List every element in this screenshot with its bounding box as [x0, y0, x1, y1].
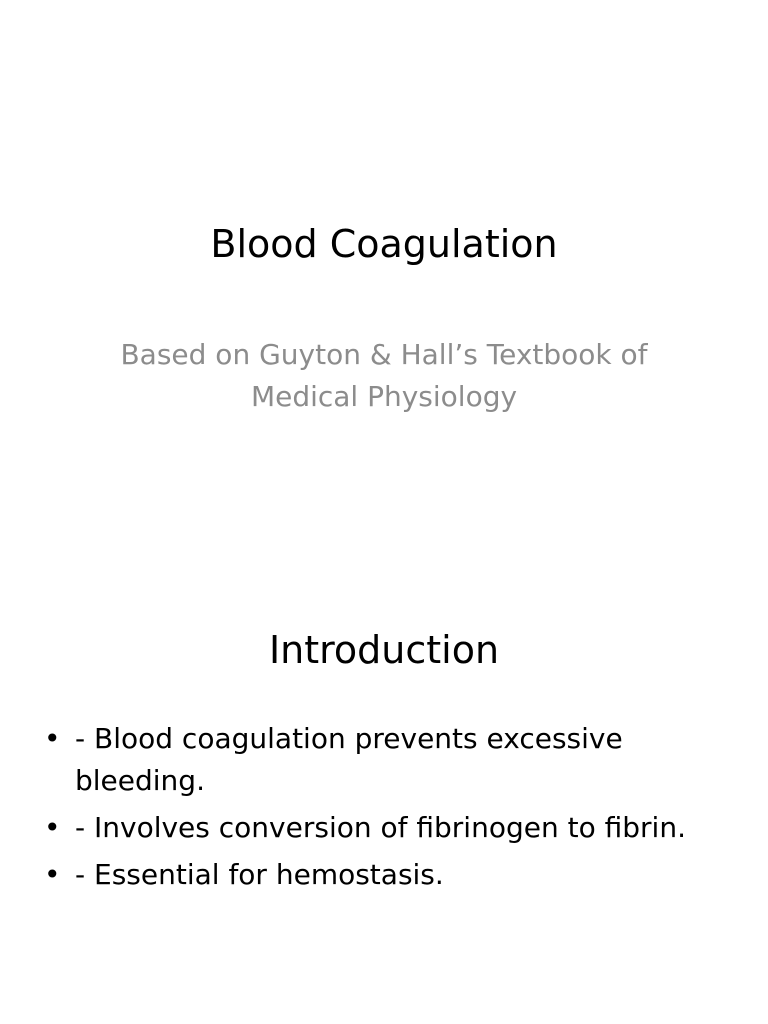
- bullet-icon: •: [44, 722, 61, 755]
- slide-subtitle: Based on Guyton & Hall’s Textbook of Medical Physiology: [120, 338, 648, 413]
- slide-title: Blood Coagulation: [210, 222, 558, 266]
- bullet-text: - Blood coagulation prevents excessive bleeding.: [75, 722, 623, 797]
- slide-title: Introduction: [268, 628, 500, 672]
- bullet-item: [0, 807, 768, 849]
- bullet-text: - Involves conversion of fibrinogen to fibrin.: [75, 811, 686, 844]
- bullet-icon: •: [44, 811, 61, 844]
- bullet-item: [0, 854, 768, 896]
- bullet-text: - Essential for hemostasis.: [75, 858, 444, 891]
- bullet-item: [0, 718, 768, 802]
- bullet-list: [0, 718, 768, 901]
- introduction-slide: [0, 512, 768, 1024]
- bullet-icon: •: [44, 858, 61, 891]
